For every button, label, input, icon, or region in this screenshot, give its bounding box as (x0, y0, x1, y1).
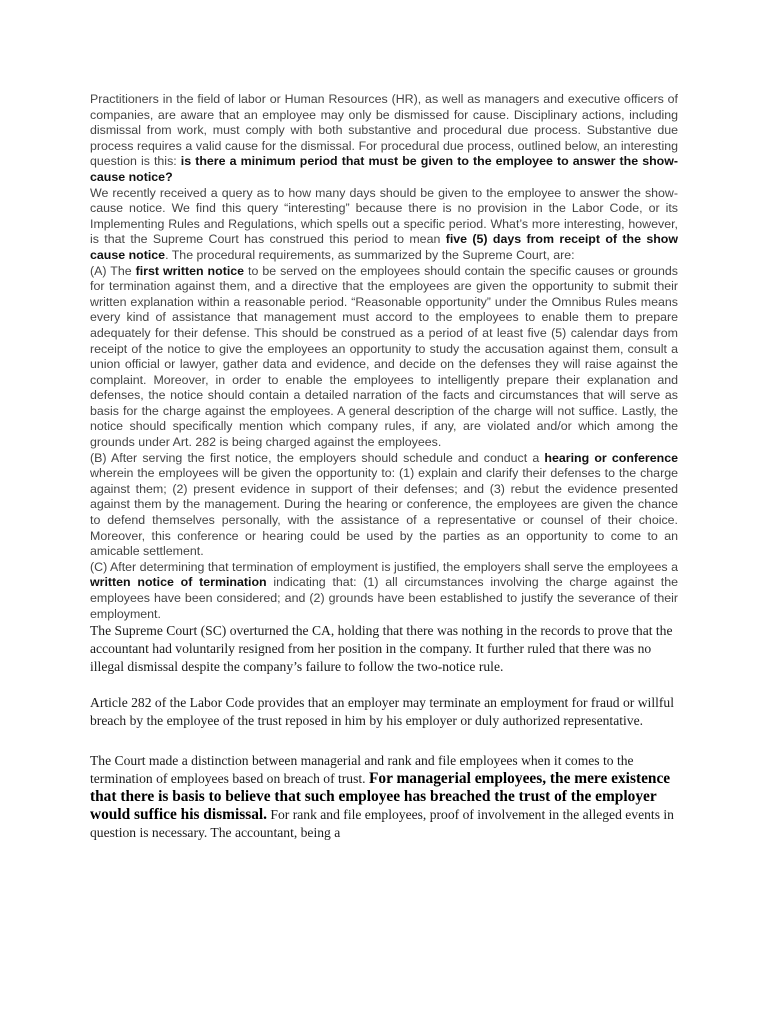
requirement-c-bold: written notice of termination (90, 575, 267, 590)
court-distinction-paragraph (90, 752, 678, 842)
requirement-c-text-1: (C) After determining that termination of employment is justified, the employers shall serve the employees a (90, 559, 678, 574)
supreme-court-paragraph: The Supreme Court (SC) overturned the CA, holding that there was nothing in the records to prove that the accountant had voluntarily resigned from her position in the company. It further ruled that there was no illegal dismissal despite the company’s failure to follow the two-notice rule. (90, 623, 673, 675)
court-bold: For managerial employees, the mere existence that there is basis to believe that such employee has breached the trust of the employer would suffice his dismissal. (90, 770, 671, 824)
requirement-c (90, 560, 678, 622)
document-page (90, 92, 678, 842)
query-text-2: . The procedural requirements, as summarized by the Supreme Court, are: (165, 247, 575, 262)
intro-text: Practitioners in the field of labor or Human Resources (HR), as well as managers and executive officers of companies, are aware that an employee may only be dismissed for cause. Disciplinary actions, including dismissal from work, must comply with both substantive and procedural due process. Substantive due process requires a valid cause for the dismissal. For procedural due process, outlined below, an interesting question is this: (90, 92, 678, 169)
intro-question: is there a minimum period that must be given to the employee to answer the show-cause notice? (90, 154, 678, 184)
requirement-b-bold: hearing or conference (544, 450, 678, 465)
requirement-a-bold: first written notice (135, 263, 245, 278)
query-bold: five (5) days from receipt of the show cause notice (90, 232, 678, 262)
query-paragraph (90, 186, 678, 264)
requirement-a-text-1: (A) The (90, 263, 136, 278)
article-282-paragraph: Article 282 of the Labor Code provides that an employer may terminate an employment for fraud or willful breach by the employee of the trust reposed in him by his employer or duly authorized representative. (90, 695, 674, 729)
court-text-1: The Court made a distinction between managerial and rank and file employees when it comes to the termination of employees based on breach of trust. (90, 753, 634, 787)
requirement-a (90, 264, 678, 451)
requirement-b-text-2: wherein the employees will be given the opportunity to: (1) explain and clarify their defenses to the charge against them; (2) present evidence in support of their defenses; and (3) rebut the evidence presented against them by the management. During the hearing or conference, the employees are given the chance to defend themselves personally, with the assistance of a representative or counsel of their choice. Moreover, this conference or hearing could be used by the parties as an opportunity to come to an amicable settlement. (90, 466, 678, 559)
intro-paragraph (90, 92, 678, 186)
requirement-b-text-1: (B) After serving the first notice, the employers should schedule and conduct a (90, 450, 545, 465)
requirement-c-text-2: indicating that: (1) all circumstances involving the charge against the employees have been considered; and (2) grounds have been established to justify the severance of their employment. (90, 575, 678, 621)
requirement-b (90, 451, 678, 560)
requirement-a-text-2: to be served on the employees should contain the specific causes or grounds for termination against them, and a directive that the employees are given the opportunity to submit their written explanation within a reasonable period. “Reasonable opportunity” under the Omnibus Rules means every kind of assistance that management must accord to the employees to enable them to prepare adequately for their defense. This should be construed as a period of at least five (5) calendar days from receipt of the notice to give the employees an opportunity to study the accusation against them, consult a union official or lawyer, gather data and evidence, and decide on the defenses they will raise against the complaint. Moreover, in order to enable the employees to intelligently prepare their explanation and defenses, the notice should contain a detailed narration of the facts and circumstances that will serve as basis for the charge against the employees. A general description of the charge will not suffice. Lastly, the notice should specifically mention which company rules, if any, are violated and/or which among the grounds under Art. 282 is being charged against the employees. (90, 263, 678, 450)
court-text-2: For rank and file employees, proof of involvement in the alleged events in question is necessary. The accountant, being a (90, 807, 674, 841)
query-text-1: We recently received a query as to how many days should be given to the employee to answer the show-cause notice. We find this query “interesting” because there is no provision in the Labor Code, or its Implementing Rules and Regulations, which spells out a specific period. What’s more interesting, however, is that the Supreme Court has construed this period to mean (90, 185, 678, 247)
